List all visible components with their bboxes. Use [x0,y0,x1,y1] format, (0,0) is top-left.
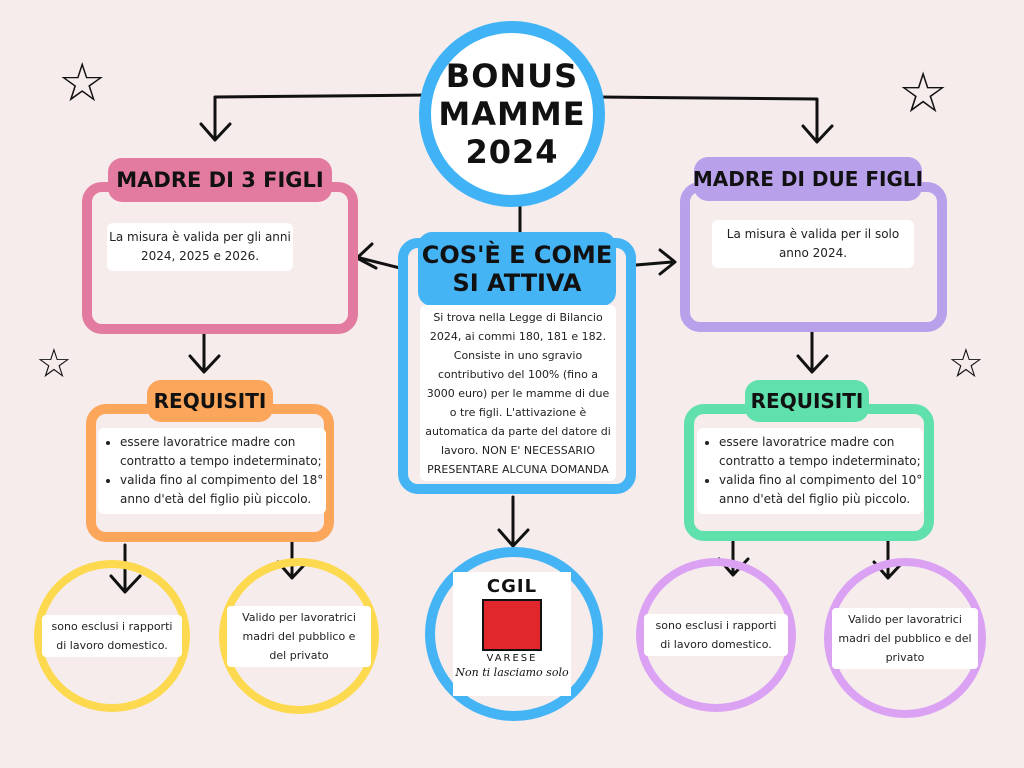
title-circle [419,21,605,207]
right-note-excluded-bubble [636,558,796,712]
right-requirements-list [697,428,923,514]
logo-red-square [482,599,542,651]
logo-name: CGIL [486,576,538,597]
connector-center-right [636,262,672,265]
logo-tagline: Non ti lasciamo solo [455,666,569,679]
left-note-valid-bubble [219,558,379,714]
right-branch-description-text: La misura è valida per il solo anno 2024. [726,227,900,260]
logo-city: VARESE [486,653,538,664]
star-icon: ☆ [898,61,949,126]
center-branch-description [420,305,616,481]
left-branch-description [107,223,293,271]
left-requirements-heading: REQUISITI [147,380,273,422]
right-branch-description [712,220,914,268]
center-branch-heading: COS'È E COME SI ATTIVA [418,232,616,306]
cgil-logo [453,572,571,696]
right-branch-heading: MADRE DI DUE FIGLI [694,157,922,201]
right-requirements-heading: REQUISITI [745,380,869,422]
center-branch-description-text: Si trova nella Legge di Bilancio 2024, ai commi 180, 181 e 182. Consiste in uno sgravio contributivo del 100% (fino a 3000 euro) per le mamme di due o tre figli. L'attivazione è automatica da parte del datore di lavoro. NON E' NECESSARIO PRESENTARE ALCUNA DOMANDA [425,310,611,476]
star-icon: ☆ [58,51,107,114]
left-branch-heading: MADRE DI 3 FIGLI [108,158,332,202]
left-branch-description-text: La misura è valida per gli anni 2024, 2025 e 2026. [109,230,291,263]
right-note-excluded: sono esclusi i rapporti di lavoro domestico. [644,614,788,656]
page-title: BONUS MAMME 2024 [438,57,586,171]
left-note-valid: Valido per lavoratrici madri del pubblico e del privato [227,606,371,667]
star-icon: ☆ [36,341,72,387]
list-item: • essere lavoratrice madre con contratto a tempo indeterminato; [120,433,326,471]
connector-title-left [215,95,430,138]
list-item: • valida fino al compimento del 10° anno d'età del figlio più piccolo. [719,471,923,509]
left-note-excluded-bubble [34,560,190,712]
connector-title-right [600,97,817,140]
arrow-left-icon [357,244,376,268]
left-requirements-list [98,428,326,514]
left-note-excluded: sono esclusi i rapporti di lavoro domestico. [42,615,182,657]
right-note-valid: Valido per lavoratrici madri del pubblico e del privato [832,608,978,669]
list-item: • valida fino al compimento del 18° anno d'età del figlio più piccolo. [120,471,326,509]
star-icon: ☆ [948,341,984,387]
right-note-valid-bubble [824,558,986,718]
list-item: • essere lavoratrice madre con contratto a tempo indeterminato; [719,433,923,471]
